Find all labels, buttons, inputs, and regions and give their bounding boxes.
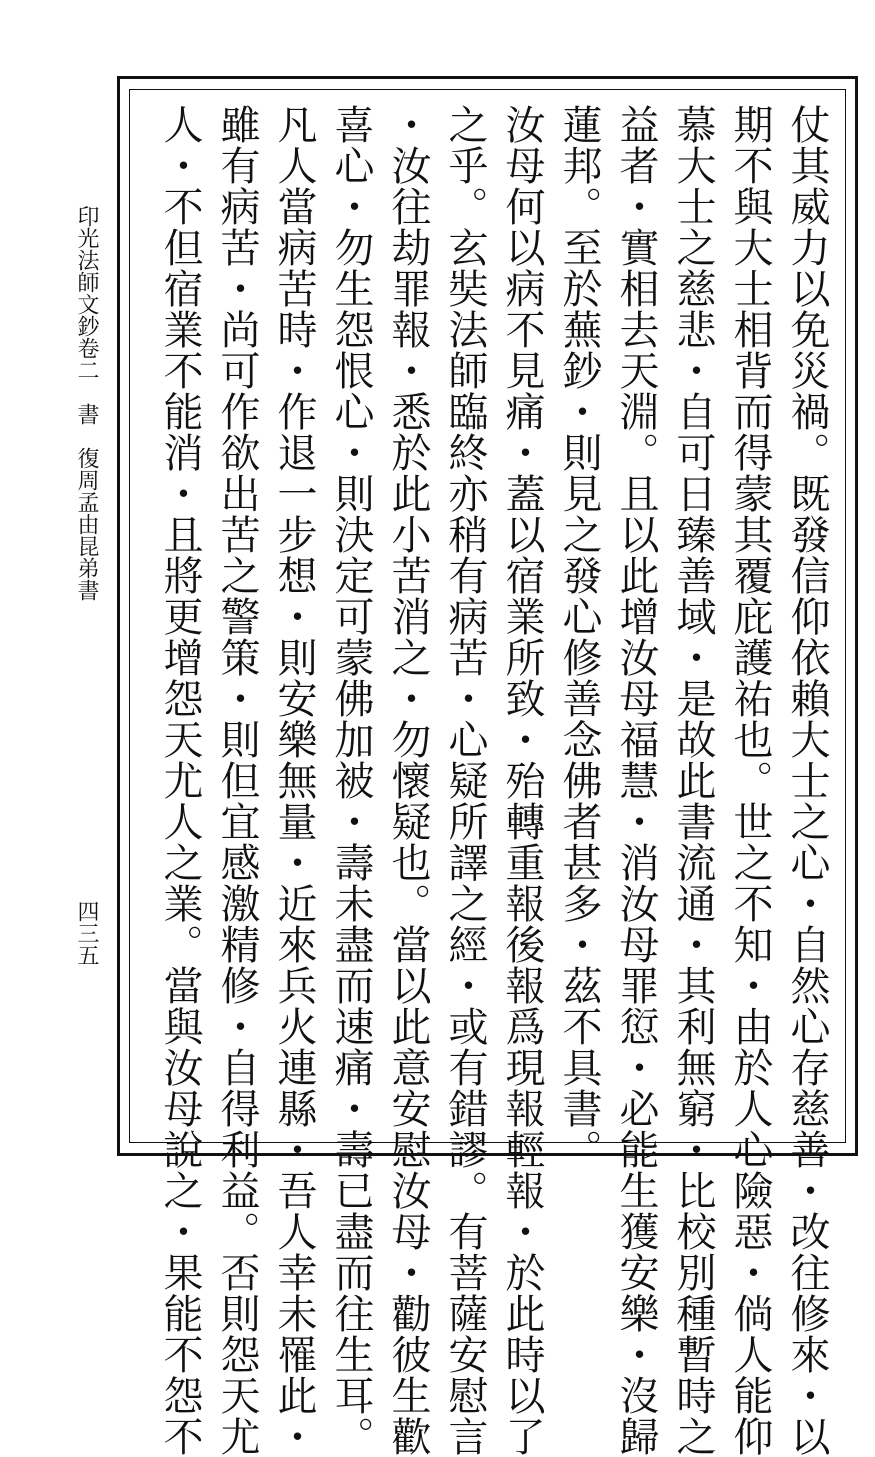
text-column: 人・不但宿業不能消・且將更增怨天尤人之業。當與汝母說之・果能不怨不 — [157, 104, 203, 1457]
text-column: 雖有病苦・尚可作欲出苦之警策・則但宜感激精修・自得利益。否則怨天尤 — [214, 104, 260, 1457]
text-column: 之乎。玄奘法師臨終亦稍有病苦・心疑所譯之經・或有錯謬。有菩薩安慰言 — [442, 104, 488, 1457]
page-number: 四三五 — [74, 900, 99, 966]
text-column: 汝母何以病不見痛・蓋以宿業所致・殆轉重報後報爲現報輕報・於此時以了 — [499, 104, 545, 1457]
text-column: 仗其威力以免災禍。既發信仰依賴大士之心・自然心存慈善・改往修來・以 — [784, 104, 830, 1457]
text-column: 喜心・勿生怨恨心・則決定可蒙佛加被・壽未盡而速痛・壽已盡而往生耳。 — [328, 104, 374, 1457]
letter-title: 復周孟由昆弟書 — [74, 447, 99, 601]
running-header — [68, 205, 104, 675]
text-column: 期不與大士相背而得蒙其覆庇護祐也。世之不知・由於人心險惡・倘人能仰 — [727, 104, 773, 1457]
section-label: 書 — [74, 403, 99, 425]
text-column: ・汝往劫罪報・悉於此小苦消之・勿懷疑也。當以此意安慰汝母・勸彼生歡 — [385, 104, 431, 1457]
text-column: 凡人當病苦時・作退一步想・則安樂無量・近來兵火連縣・吾人幸未罹此・ — [271, 104, 317, 1457]
text-body — [150, 104, 834, 1457]
text-column: 益者・實相去天淵。且以此增汝母福慧・消汝母罪愆・必能生獲安樂・沒歸 — [613, 104, 659, 1457]
text-column: 慕大士之慈悲・自可日臻善域・是故此書流通・其利無窮・比校別種暫時之 — [670, 104, 716, 1457]
text-column: 蓮邦。至於蕪鈔・則見之發心修善念佛者甚多・茲不具書。 — [556, 104, 602, 1170]
book-title: 印光法師文鈔卷二 — [74, 205, 99, 381]
